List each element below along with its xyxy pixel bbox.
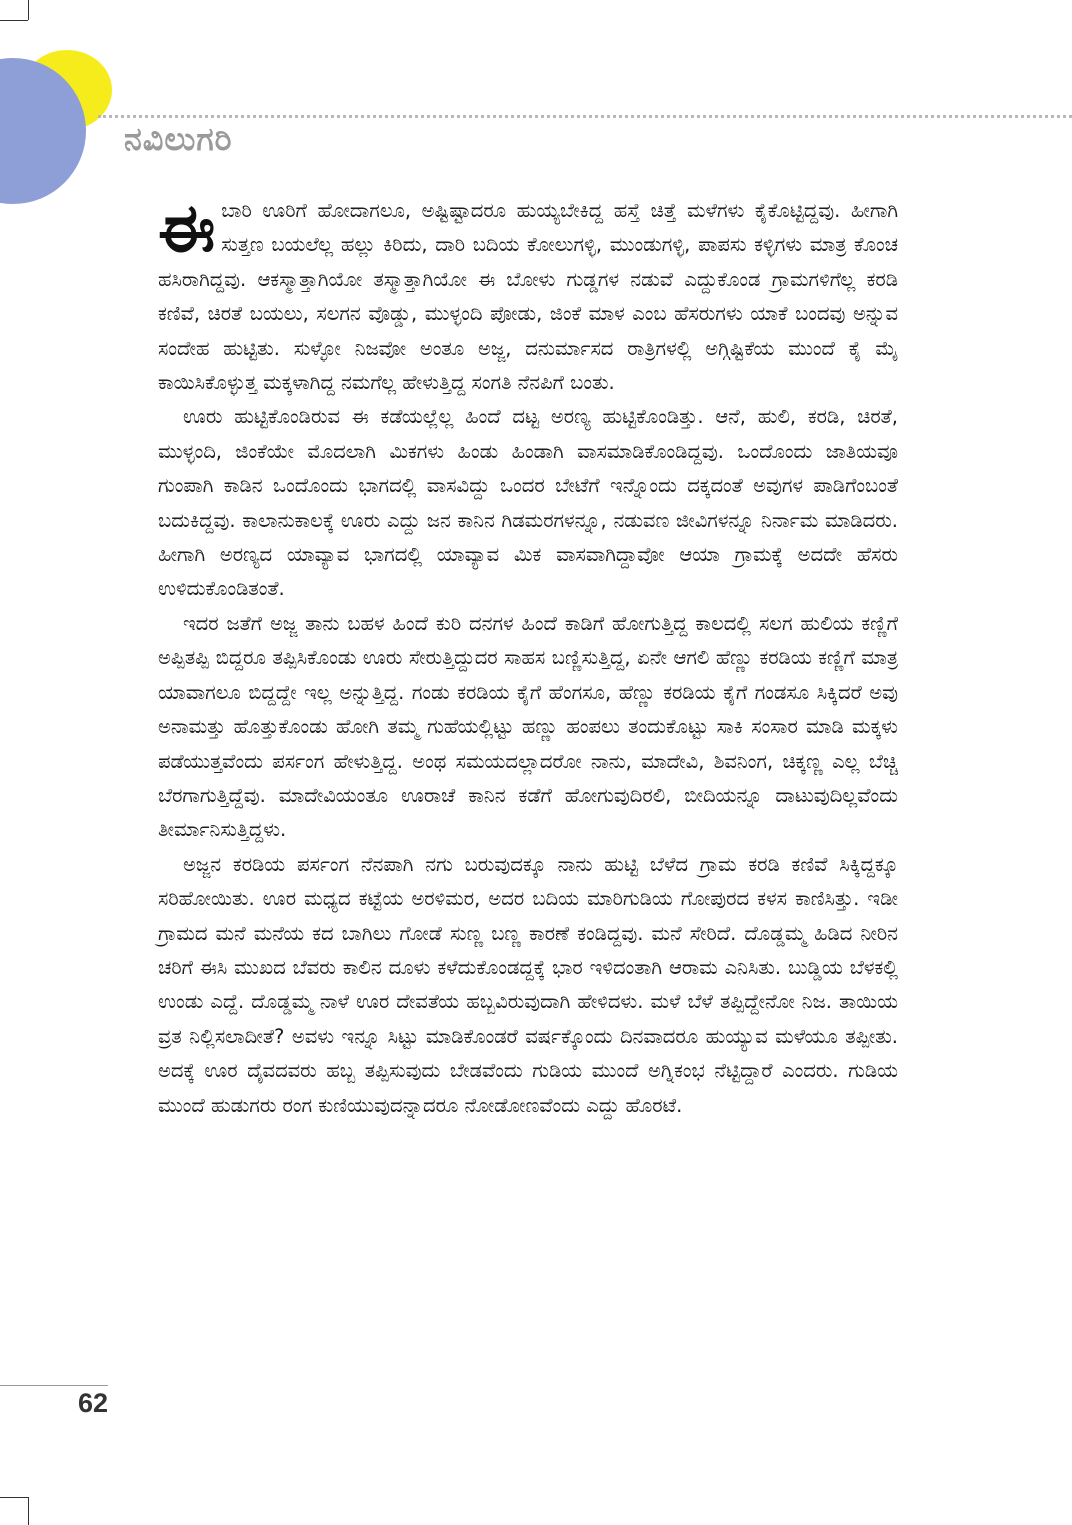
paragraph-1-text: ಬಾರಿ ಊರಿಗೆ ಹೋದಾಗಲೂ, ಅಷ್ಟಿಷ್ಟಾದರೂ ಹುಯ್ಯಬೇಕಿದ್ದ ಹಸ್ತೆ ಚಿತ್ತೆ ಮಳೆಗಳು ಕೈಕೊಟ್ಟಿದ್ದವು. ಹೀಗಾಗಿ ಸುತ್ತಣ ಬಯಲೆಲ್ಲ ಹಲ್ಲು ಕಿರಿದು, ದಾರಿ ಬದಿಯ ಕೋಲುಗಳ್ಳಿ, ಮುಂಡುಗಳ್ಳಿ, ಪಾಪಸು ಕಳ್ಳಿಗಳು ಮಾತ್ರ ಕೊಂಚ ಹಸಿರಾಗಿದ್ದವು. ಆಕಸ್ಮಾತ್ತಾಗಿಯೋ ತಸ್ಮಾತ್ತಾಗಿಯೋ ಈ ಬೋಳು ಗುಡ್ಡಗಳ ನಡುವೆ ಎದ್ದುಕೊಂಡ ಗ್ರಾಮಗಳಿಗೆಲ್ಲ ಕರಡಿ ಕಣಿವೆ, ಚಿರತೆ ಬಯಲು, ಸಲಗನ ವೊಡ್ಡು, ಮುಳ್ಳಂದಿ ಪೋಡು, ಜಿಂಕೆ ಮಾಳ ಎಂಬ ಹೆಸರುಗಳು ಯಾಕೆ ಬಂದವು ಅನ್ನುವ ಸಂದೇಹ ಹುಟ್ಟಿತು. ಸುಳ್ಳೋ ನಿಜವೋ ಅಂತೂ ಅಜ್ಜ, ದನುರ್ಮಾಸದ ರಾತ್ರಿಗಳಲ್ಲಿ ಅಗ್ಗಿಷ್ಟಿಕೆಯ ಮುಂದೆ ಕೈ ಮೈ ಕಾಯಿಸಿಕೊಳ್ಳುತ್ತ ಮಕ್ಕಳಾಗಿದ್ದ ನಮಗೆಲ್ಲ ಹೇಳುತ್ತಿದ್ದ ಸಂಗತಿ ನೆನಪಿಗೆ ಬಂತು. — [158, 199, 898, 395]
header-dotted-rule — [98, 115, 1072, 118]
crop-mark-top — [28, 0, 29, 20]
folio-rule — [0, 1385, 108, 1386]
article-body — [158, 190, 898, 1123]
crop-mark-top-h — [0, 20, 28, 21]
crop-mark-bottom — [28, 1497, 29, 1525]
paragraph-2: ಊರು ಹುಟ್ಟಿಕೊಂಡಿರುವ ಈ ಕಡೆಯಲ್ಲೆಲ್ಲ ಹಿಂದೆ ದಟ್ಟ ಅರಣ್ಯ ಹುಟ್ಟಿಕೊಂಡಿತ್ತು. ಆನೆ, ಹುಲಿ, ಕರಡಿ, ಚಿರತೆ, ಮುಳ್ಳಂದಿ, ಜಿಂಕೆಯೇ ಮೊದಲಾಗಿ ಮಿಕಗಳು ಹಿಂಡು ಹಿಂಡಾಗಿ ವಾಸಮಾಡಿಕೊಂಡಿದ್ದವು. ಒಂದೊಂದು ಜಾತಿಯವೂ ಗುಂಪಾಗಿ ಕಾಡಿನ ಒಂದೊಂದು ಭಾಗದಲ್ಲಿ ವಾಸವಿದ್ದು ಒಂದರ ಬೇಟೆಗೆ ಇನ್ನೊಂದು ದಕ್ಕದಂತೆ ಅವುಗಳ ಪಾಡಿಗೆಂಬಂತೆ ಬದುಕಿದ್ದವು. ಕಾಲಾನುಕಾಲಕ್ಕೆ ಊರು ಎದ್ದು ಜನ ಕಾನಿನ ಗಿಡಮರಗಳನ್ನೂ, ನಡುವಣ ಜೀವಿಗಳನ್ನೂ ನಿರ್ನಾಮ ಮಾಡಿದರು. ಹೀಗಾಗಿ ಅರಣ್ಯದ ಯಾವ್ಯಾವ ಭಾಗದಲ್ಲಿ ಯಾವ್ಯಾವ ಮಿಕ ವಾಸವಾಗಿದ್ದಾವೋ ಆಯಾ ಗ್ರಾಮಕ್ಕೆ ಅದದೇ ಹೆಸರು ಉಳಿದುಕೊಂಡಿತಂತೆ. — [158, 405, 898, 601]
drop-cap: ಈ — [158, 190, 216, 267]
paragraph-4: ಅಜ್ಜನ ಕರಡಿಯ ಪರ್ಸಂಗ ನೆನಪಾಗಿ ನಗು ಬರುವುದಕ್ಕೂ ನಾನು ಹುಟ್ಟಿ ಬೆಳೆದ ಗ್ರಾಮ ಕರಡಿ ಕಣಿವೆ ಸಿಕ್ಕಿದ್ದಕ್ಕೂ ಸರಿಹೋಯಿತು. ಊರ ಮಧ್ಯದ ಕಟ್ಟೆಯ ಅರಳಿಮರ, ಅದರ ಬದಿಯ ಮಾರಿಗುಡಿಯ ಗೋಪುರದ ಕಳಸ ಕಾಣಿಸಿತ್ತು. ಇಡೀ ಗ್ರಾಮದ ಮನೆ ಮನೆಯ ಕದ ಬಾಗಿಲು ಗೋಡೆ ಸುಣ್ಣ ಬಣ್ಣ ಕಾರಣೆ ಕಂಡಿದ್ದವು. ಮನೆ ಸೇರಿದೆ. ದೊಡ್ಡಮ್ಮ ಹಿಡಿದ ನೀರಿನ ಚರಿಗೆ ಈಸಿ ಮುಖದ ಬೆವರು ಕಾಲಿನ ದೂಳು ಕಳೆದುಕೊಂಡದ್ದಕ್ಕೆ ಭಾರ ಇಳಿದಂತಾಗಿ ಆರಾಮ ಎನಿಸಿತು. ಬುಡ್ಡಿಯ ಬೆಳಕಲ್ಲಿ ಉಂಡು ಎದ್ದೆ. ದೊಡ್ಡಮ್ಮ ನಾಳೆ ಊರ ದೇವತೆಯ ಹಬ್ಬವಿರುವುದಾಗಿ ಹೇಳಿದಳು. ಮಳೆ ಬೆಳೆ ತಪ್ಪಿದ್ದೇನೋ ನಿಜ. ತಾಯಿಯ ವ್ರತ ನಿಲ್ಲಿಸಲಾದೀತೆ? ಅವಳು ಇನ್ನೂ ಸಿಟ್ಟು ಮಾಡಿಕೊಂಡರೆ ವರ್ಷಕ್ಕೊಂದು ದಿನವಾದರೂ ಹುಯ್ಯುವ ಮಳೆಯೂ ತಪ್ಪೀತು. ಅದಕ್ಕೆ ಊರ ದೈವದವರು ಹಬ್ಬ ತಪ್ಪಿಸುವುದು ಬೇಡವೆಂದು ಗುಡಿಯ ಮುಂದೆ ಅಗ್ನಿಕಂಭ ನೆಟ್ಟಿದ್ದಾರೆ ಎಂದರು. ಗುಡಿಯ ಮುಂದೆ ಹುಡುಗರು ರಂಗ ಕುಣಿಯುವುದನ್ನಾದರೂ ನೋಡೋಣವೆಂದು ಎದ್ದು ಹೊರಟೆ. — [158, 852, 898, 1117]
crop-mark-bottom-h — [0, 1497, 28, 1498]
paragraph-3: ಇದರ ಜತೆಗೆ ಅಜ್ಜ ತಾನು ಬಹಳ ಹಿಂದೆ ಕುರಿ ದನಗಳ ಹಿಂದೆ ಕಾಡಿಗೆ ಹೋಗುತ್ತಿದ್ದ ಕಾಲದಲ್ಲಿ ಸಲಗ ಹುಲಿಯ ಕಣ್ಣಿಗೆ ಅಪ್ಪಿತಪ್ಪಿ ಬಿದ್ದರೂ ತಪ್ಪಿಸಿಕೊಂಡು ಊರು ಸೇರುತ್ತಿದ್ದುದರ ಸಾಹಸ ಬಣ್ಣಿಸುತ್ತಿದ್ದ, ಏನೇ ಆಗಲಿ ಹೆಣ್ಣು ಕರಡಿಯ ಕಣ್ಣಿಗೆ ಮಾತ್ರ ಯಾವಾಗಲೂ ಬಿದ್ದದ್ದೇ ಇಲ್ಲ ಅನ್ನುತ್ತಿದ್ದ. ಗಂಡು ಕರಡಿಯ ಕೈಗೆ ಹೆಂಗಸೂ, ಹೆಣ್ಣು ಕರಡಿಯ ಕೈಗೆ ಗಂಡಸೂ ಸಿಕ್ಕಿದರೆ ಅವು ಅನಾಮತ್ತು ಹೊತ್ತುಕೊಂಡು ಹೋಗಿ ತಮ್ಮ ಗುಹೆಯಲ್ಲಿಟ್ಟು ಹಣ್ಣು ಹಂಪಲು ತಂದುಕೊಟ್ಟು ಸಾಕಿ ಸಂಸಾರ ಮಾಡಿ ಮಕ್ಕಳು ಪಡೆಯುತ್ತವೆಂದು ಪರ್ಸಂಗ ಹೇಳುತ್ತಿದ್ದ. ಅಂಥ ಸಮಯದಲ್ಲಾದರೋ ನಾನು, ಮಾದೇವಿ, ಶಿವನಿಂಗ, ಚಿಕ್ಕಣ್ಣ ಎಲ್ಲ ಬೆಚ್ಚಿ ಬೆರಗಾಗುತ್ತಿದ್ದೆವು. ಮಾದೇವಿಯಂತೂ ಊರಾಚೆ ಕಾನಿನ ಕಡೆಗೆ ಹೋಗುವುದಿರಲಿ, ಬೀದಿಯನ್ನೂ ದಾಟುವುದಿಲ್ಲವೆಂದು ತೀರ್ಮಾನಿಸುತ್ತಿದ್ದಳು. — [158, 611, 898, 842]
paragraph-1 — [158, 190, 898, 400]
page-number: 62 — [78, 1388, 109, 1418]
running-header-title: ನವಿಲುಗರಿ — [124, 120, 233, 158]
